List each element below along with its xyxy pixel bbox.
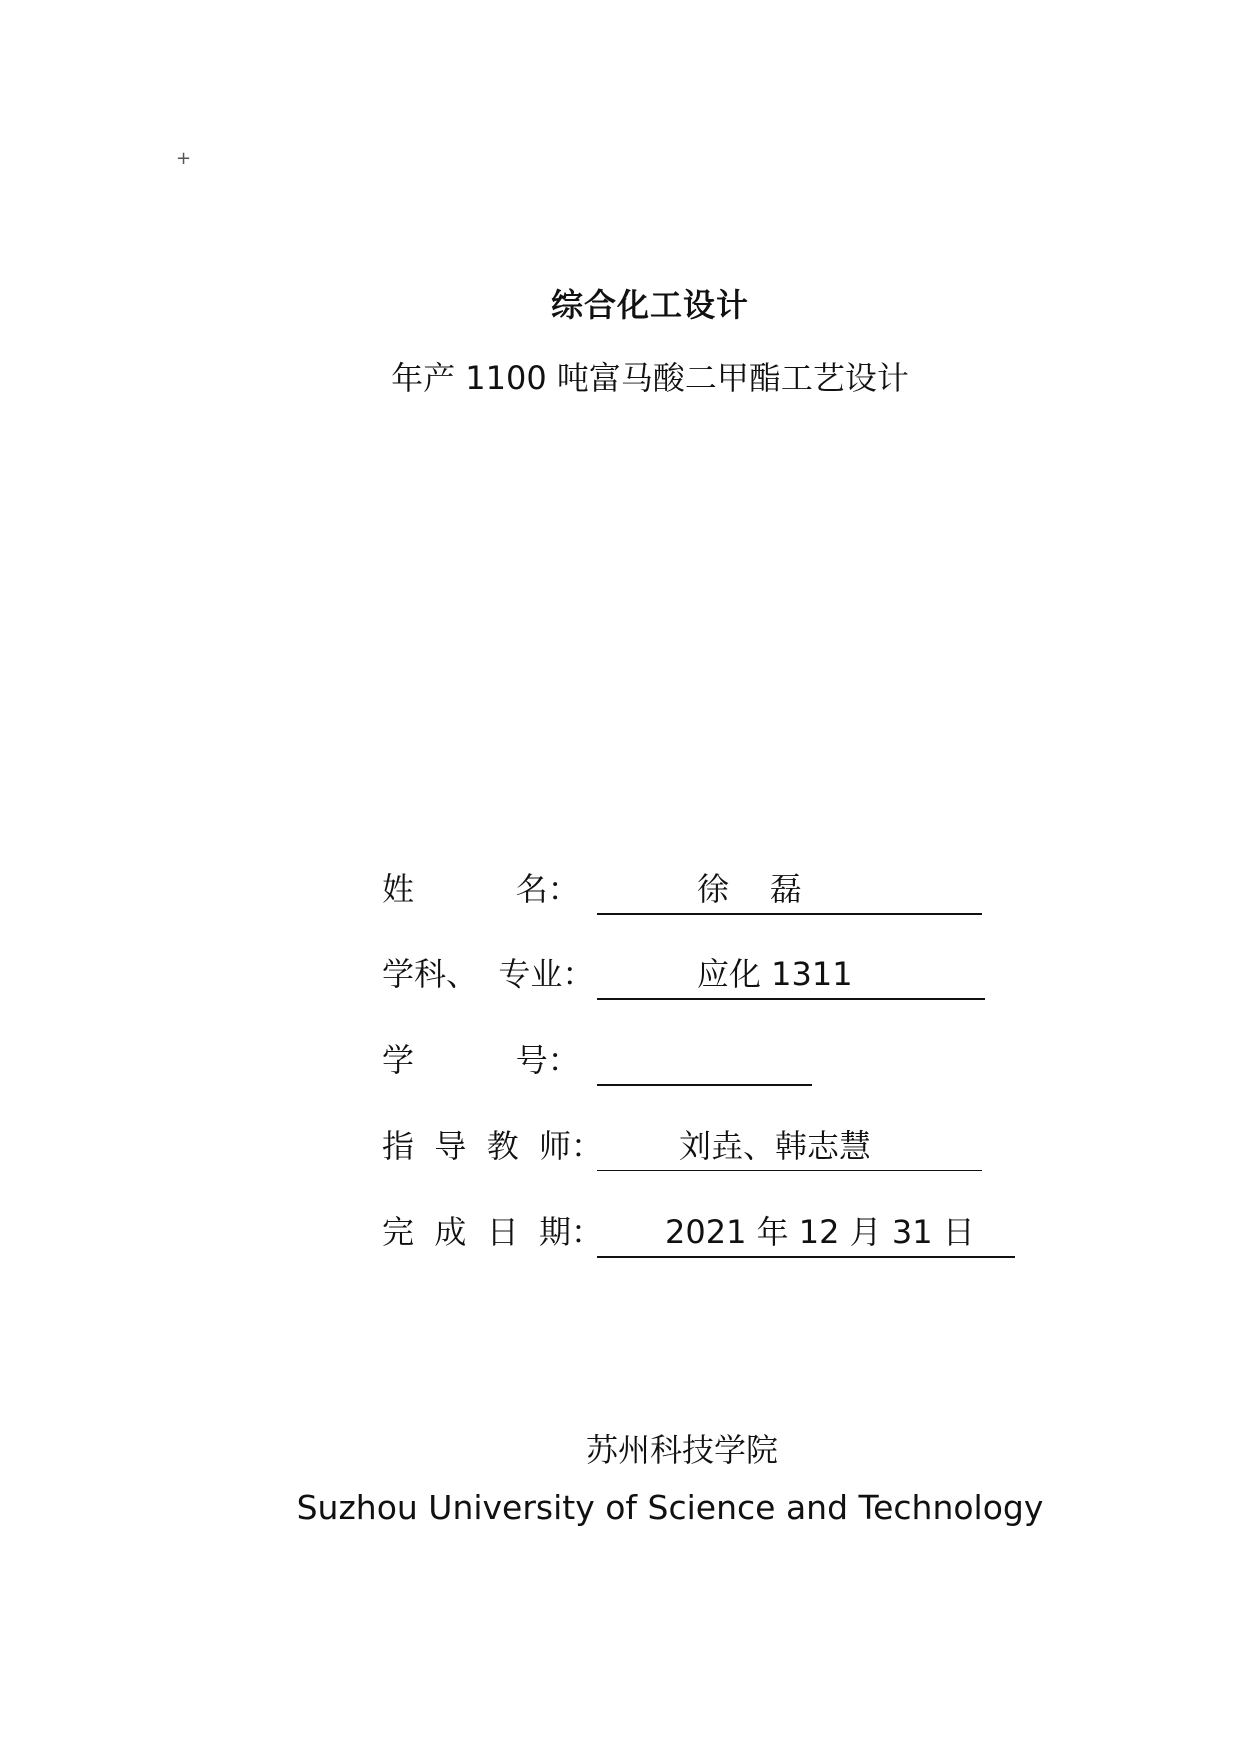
field-value-advisor: 刘垚、韩志慧 <box>597 1122 982 1171</box>
field-label-completion-date: 完 成 日 期： <box>382 1213 604 1251</box>
crop-mark-icon: + <box>176 148 192 169</box>
field-value-student-id <box>597 1036 812 1086</box>
field-label-major: 学科、 专业： <box>382 955 595 993</box>
field-value-completion-date: 2021 年 12 月 31 日 <box>597 1208 1015 1258</box>
document-title: 综合化工设计 <box>550 286 749 324</box>
school-name-chinese: 苏州科技学院 <box>585 1431 778 1469</box>
field-value-major: 应化 1311 <box>597 950 985 1000</box>
field-value-name: 徐 磊 <box>597 865 982 915</box>
field-label-advisor: 指 导 教 师： <box>382 1127 604 1165</box>
field-label-name: 姓 名： <box>382 870 580 908</box>
document-subtitle: 年产 1100 吨富马酸二甲酯工艺设计 <box>391 359 909 397</box>
school-name-english: Suzhou University of Science and Technology <box>296 1488 1044 1527</box>
field-label-student-id: 学 号： <box>382 1041 580 1079</box>
